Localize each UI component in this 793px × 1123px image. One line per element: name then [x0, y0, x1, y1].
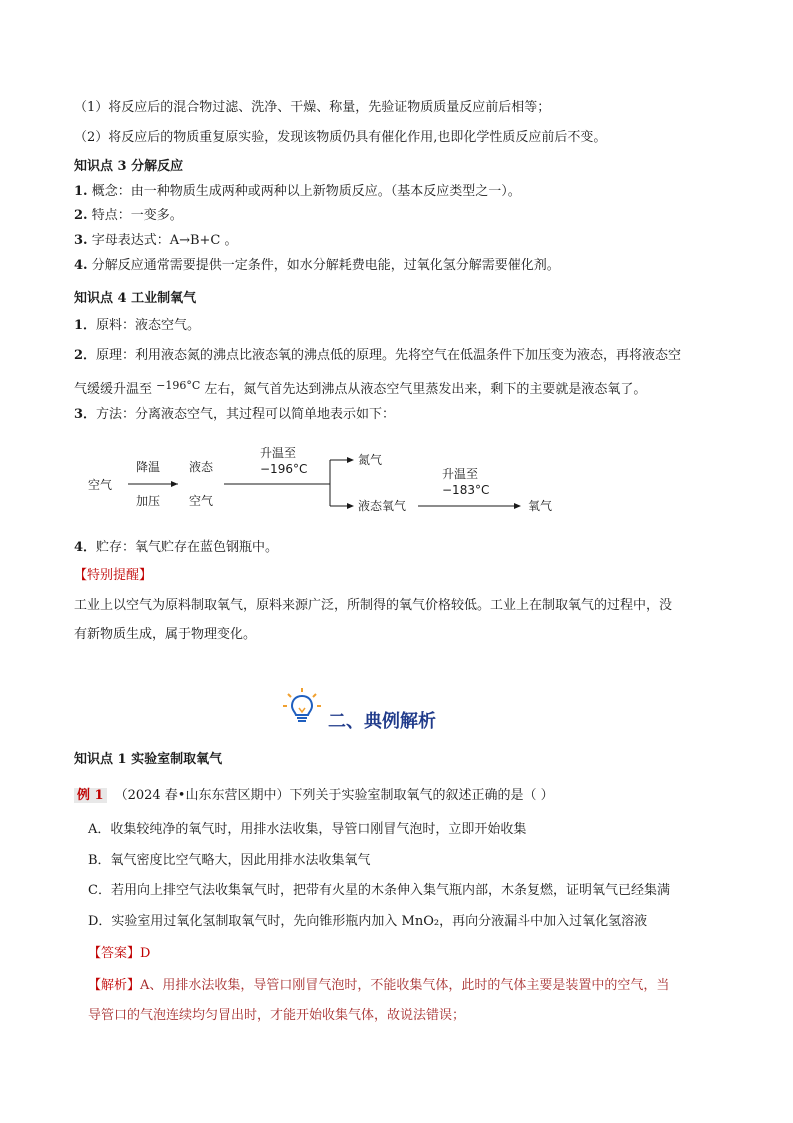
- kp4-item-4: 4．贮存：氧气贮存在蓝色钢瓶中。: [74, 540, 279, 555]
- paragraph-1: （1）将反应后的混合物过滤、洗净、干燥、称量，先验证物质质量反应前后相等；: [74, 100, 551, 115]
- option-b: B．氧气密度比空气略大，因此用排水法收集氧气: [88, 853, 371, 868]
- example-badge: 例 1: [74, 788, 107, 803]
- diagram-heat-2: 升温至: [442, 467, 479, 481]
- diagram-arrowhead-1: [171, 481, 178, 487]
- kp3-item-4: 4. 分解反应通常需要提供一定条件，如水分解耗费电能，过氧化氢分解需要催化剂。: [74, 258, 560, 273]
- air-separation-diagram: [74, 436, 594, 522]
- paragraph-2: （2）将反应后的物质重复原实验，发现该物质仍具有催化作用,也即化学性质反应前后不变。: [74, 130, 607, 145]
- diagram-oxygen: 氧气: [528, 499, 553, 513]
- diagram-liquid-2: 空气: [189, 494, 214, 508]
- example-1-question: 例 1 （2024 春•山东东营区期中）下列关于实验室制取氧气的叙述正确的是（ ）: [74, 786, 554, 806]
- diagram-arrowhead-bottom: [347, 503, 354, 509]
- kp4-item-1: 1．原料：液态空气。: [74, 318, 201, 333]
- diagram-pressurize-label: 加压: [136, 494, 161, 508]
- tip-heading: 【特别提醒】: [74, 568, 153, 583]
- tip-line-1: 工业上以空气为原料制取氧气，原料来源广泛，所制得的氧气价格较低。工业上在制取氧气的过程中，没: [74, 598, 673, 613]
- diagram-nitrogen: 氮气: [358, 453, 383, 467]
- kp4-item-3: 3．方法：分离液态空气，其过程可以简单地表示如下：: [74, 407, 396, 422]
- diagram-arrowhead-3: [514, 503, 521, 509]
- diagram-cool-label: 降温: [136, 460, 161, 474]
- kp3-heading: 知识点 3 分解反应: [74, 159, 184, 174]
- kp4-item-2-line2: 气缓缓升温至 $^{-196^\circ C}$ 左右，氮气首先达到沸点从液态空气里蒸发出来，剩下的主要就是液态氧了。: [74, 379, 647, 397]
- analysis-line-2: 导管口的气泡连续均匀冒出时，才能开始收集气体，故说法错误；: [88, 1008, 466, 1023]
- option-d: D．实验室用过氧化氢制取氧气时，先向锥形瓶内加入 MnO₂，再向分液漏斗中加入过氧化氢溶液: [88, 914, 648, 929]
- diagram-temp-2: −183°C: [442, 483, 490, 497]
- diagram-arrowhead-top: [347, 457, 354, 463]
- lightbulb-icon: [282, 686, 322, 726]
- diagram-air: 空气: [88, 478, 113, 492]
- kp1-heading: 知识点 1 实验室制取氧气: [74, 752, 223, 767]
- kp3-item-3: 3. 字母表达式：A→B+C 。: [74, 233, 238, 248]
- option-a: A．收集较纯净的氧气时，用排水法收集，导管口刚冒气泡时，立即开始收集: [88, 822, 527, 837]
- diagram-liquid-oxygen: 液态氧气: [358, 499, 407, 513]
- answer: 【答案】D: [88, 946, 151, 961]
- kp4-item-2-line1: 2．原理：利用液态氮的沸点比液态氧的沸点低的原理。先将空气在低温条件下加压变为液态，再将液态空: [74, 348, 682, 363]
- analysis-line-1: 【解析】A、用排水法收集，导管口刚冒气泡时，不能收集气体，此时的气体主要是装置中的空气，当: [88, 978, 670, 993]
- diagram-heat-1: 升温至: [260, 446, 297, 460]
- kp4-heading: 知识点 4 工业制氧气: [74, 291, 197, 306]
- kp3-item-1: 1. 概念：由一种物质生成两种或两种以上新物质反应。（基本反应类型之一）。: [74, 184, 521, 199]
- diagram-temp-1: −196°C: [260, 462, 308, 476]
- option-c: C．若用向上排空气法收集氧气时，把带有火星的木条伸入集气瓶内部，木条复燃，证明氧气已经集满: [88, 883, 670, 898]
- section-title: 二、典例解析: [328, 711, 436, 732]
- diagram-liquid-1: 液态: [189, 460, 214, 474]
- kp3-item-2: 2. 特点：一变多。: [74, 208, 183, 223]
- tip-line-2: 有新物质生成，属于物理变化。: [74, 627, 257, 642]
